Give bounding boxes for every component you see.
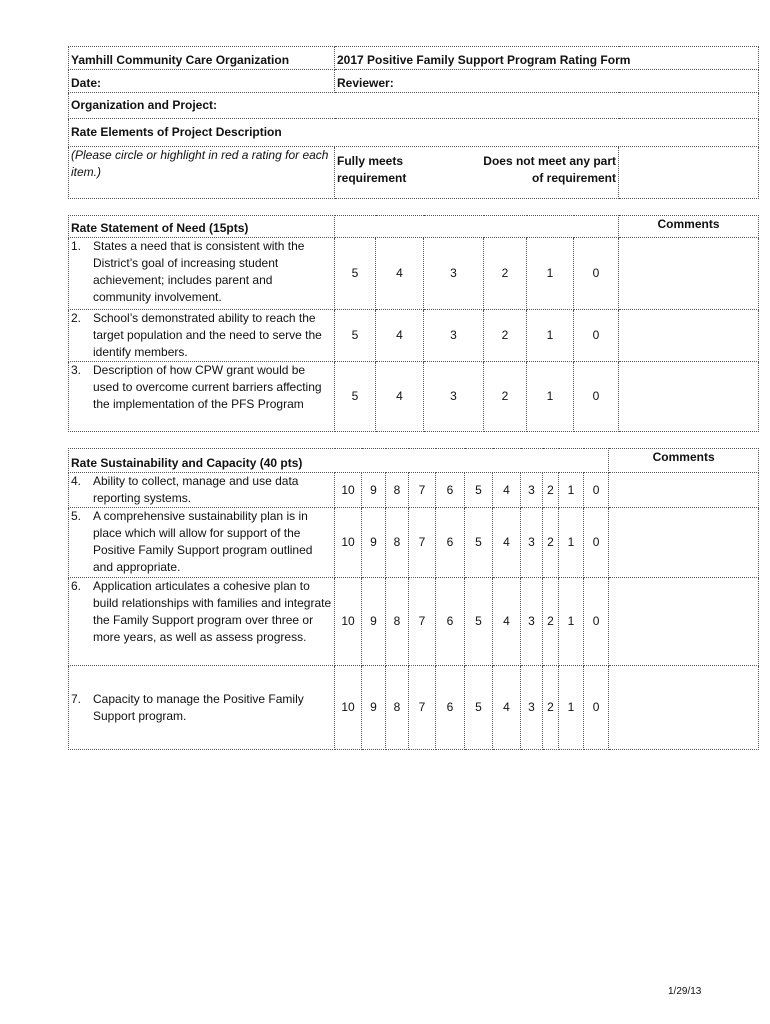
rating-option[interactable]: 5 [335,238,376,310]
rating-option[interactable]: 7 [409,508,436,578]
rating-option[interactable]: 9 [362,578,386,666]
rating-option[interactable]: 0 [574,238,619,310]
criterion-text: 7. Capacity to manage the Positive Family Support program. [69,666,335,750]
section2-comments-label: Comments [609,449,759,473]
rating-option[interactable]: 4 [376,238,424,310]
rating-option[interactable]: 5 [335,362,376,432]
rating-option[interactable]: 8 [386,508,409,578]
rating-option[interactable]: 10 [335,666,362,750]
rating-option[interactable]: 6 [436,666,465,750]
rating-option[interactable]: 8 [386,473,409,508]
comments-cell[interactable] [619,310,759,362]
rating-option[interactable]: 6 [436,578,465,666]
rating-option[interactable]: 5 [465,666,493,750]
rating-option[interactable]: 0 [584,666,609,750]
comments-cell[interactable] [619,362,759,432]
rating-option[interactable]: 1 [527,238,574,310]
rating-option[interactable]: 2 [543,578,559,666]
criterion-text: 6. Application articulates a cohesive plan to build relationships with families and integrate the Family Support program over three or more years, as well as assess progress. [69,578,335,666]
rating-option[interactable]: 5 [465,508,493,578]
org-project-field[interactable]: Organization and Project: [69,93,759,119]
rating-option[interactable]: 0 [574,362,619,432]
rating-option[interactable]: 3 [521,473,543,508]
rating-option[interactable]: 1 [559,578,584,666]
comments-cell[interactable] [609,508,759,578]
footer-date: 1/29/13 [668,986,702,997]
rating-option[interactable]: 3 [521,666,543,750]
rating-option[interactable]: 2 [543,473,559,508]
rating-option[interactable]: 9 [362,666,386,750]
rating-option[interactable]: 4 [376,310,424,362]
rating-option[interactable]: 1 [559,666,584,750]
rating-option[interactable]: 8 [386,666,409,750]
criterion-row [69,508,759,578]
form-title: 2017 Positive Family Support Program Rating Form [335,47,759,70]
criterion-text: 5. A comprehensive sustainability plan is in place which will allow for support of the Positive Family Support program outlined and appropriate. [69,508,335,578]
rating-option[interactable]: 1 [527,362,574,432]
criterion-text: 1. States a need that is consistent with the District’s goal of increasing student achievement; includes parent and community involvement. [69,238,335,310]
fully-meets-label: Fully meets requirement [337,154,407,185]
criterion-text: 2. School’s demonstrated ability to reach the target population and the need to serve the identify members. [69,310,335,362]
rating-option[interactable]: 0 [584,578,609,666]
rating-option[interactable]: 3 [424,362,484,432]
statement-of-need-table [68,215,759,432]
instruction-text: (Please circle or highlight in red a rating for each item.) [69,147,335,199]
rating-option[interactable]: 1 [559,508,584,578]
rating-form [68,46,758,750]
sustainability-capacity-table [68,448,759,750]
section2-title: Rate Sustainability and Capacity (40 pts) [69,449,609,473]
rate-elements-heading: Rate Elements of Project Description [69,119,759,147]
rating-option[interactable]: 0 [584,508,609,578]
rating-option[interactable]: 5 [335,310,376,362]
rating-option[interactable]: 4 [376,362,424,432]
rating-option[interactable]: 2 [484,238,527,310]
criterion-text: 3. Description of how CPW grant would be used to overcome current barriers affecting the implementation of the PFS Program [69,362,335,432]
rating-option[interactable]: 7 [409,666,436,750]
rating-option[interactable]: 8 [386,578,409,666]
comments-cell[interactable] [609,578,759,666]
legend-blank-cell [619,147,759,199]
rating-option[interactable]: 5 [465,473,493,508]
reviewer-field[interactable]: Reviewer: [335,70,759,93]
comments-cell[interactable] [609,473,759,508]
rating-option[interactable]: 4 [493,508,521,578]
header-table [68,46,759,199]
criterion-row [69,310,759,362]
criterion-row [69,666,759,750]
rating-option[interactable]: 1 [527,310,574,362]
rating-option[interactable]: 0 [574,310,619,362]
rating-option[interactable]: 9 [362,473,386,508]
rating-scale-legend [335,147,619,199]
section1-scale-header [335,216,619,238]
section1-title: Rate Statement of Need (15pts) [69,216,335,238]
criterion-row [69,578,759,666]
does-not-meet-label: Does not meet any part of requirement [483,154,616,185]
rating-option[interactable]: 5 [465,578,493,666]
rating-option[interactable]: 4 [493,578,521,666]
rating-option[interactable]: 10 [335,508,362,578]
rating-option[interactable]: 0 [584,473,609,508]
rating-option[interactable]: 3 [424,238,484,310]
comments-cell[interactable] [619,238,759,310]
comments-cell[interactable] [609,666,759,750]
date-field[interactable]: Date: [69,70,335,93]
rating-option[interactable]: 3 [521,578,543,666]
criterion-row [69,362,759,432]
section1-comments-label: Comments [619,216,759,238]
rating-option[interactable]: 2 [543,508,559,578]
rating-option[interactable]: 6 [436,508,465,578]
rating-option[interactable]: 10 [335,473,362,508]
criterion-row [69,238,759,310]
rating-option[interactable]: 9 [362,508,386,578]
criterion-text: 4. Ability to collect, manage and use data reporting systems. [69,473,335,508]
rating-option[interactable]: 4 [493,473,521,508]
rating-option[interactable]: 7 [409,578,436,666]
criterion-row [69,473,759,508]
rating-option[interactable]: 3 [521,508,543,578]
rating-option[interactable]: 6 [436,473,465,508]
rating-option[interactable]: 2 [484,362,527,432]
rating-option[interactable]: 7 [409,473,436,508]
rating-option[interactable]: 2 [543,666,559,750]
rating-option[interactable]: 4 [493,666,521,750]
rating-option[interactable]: 1 [559,473,584,508]
rating-option[interactable]: 3 [424,310,484,362]
rating-option[interactable]: 10 [335,578,362,666]
org-name: Yamhill Community Care Organization [69,47,335,70]
rating-option[interactable]: 2 [484,310,527,362]
